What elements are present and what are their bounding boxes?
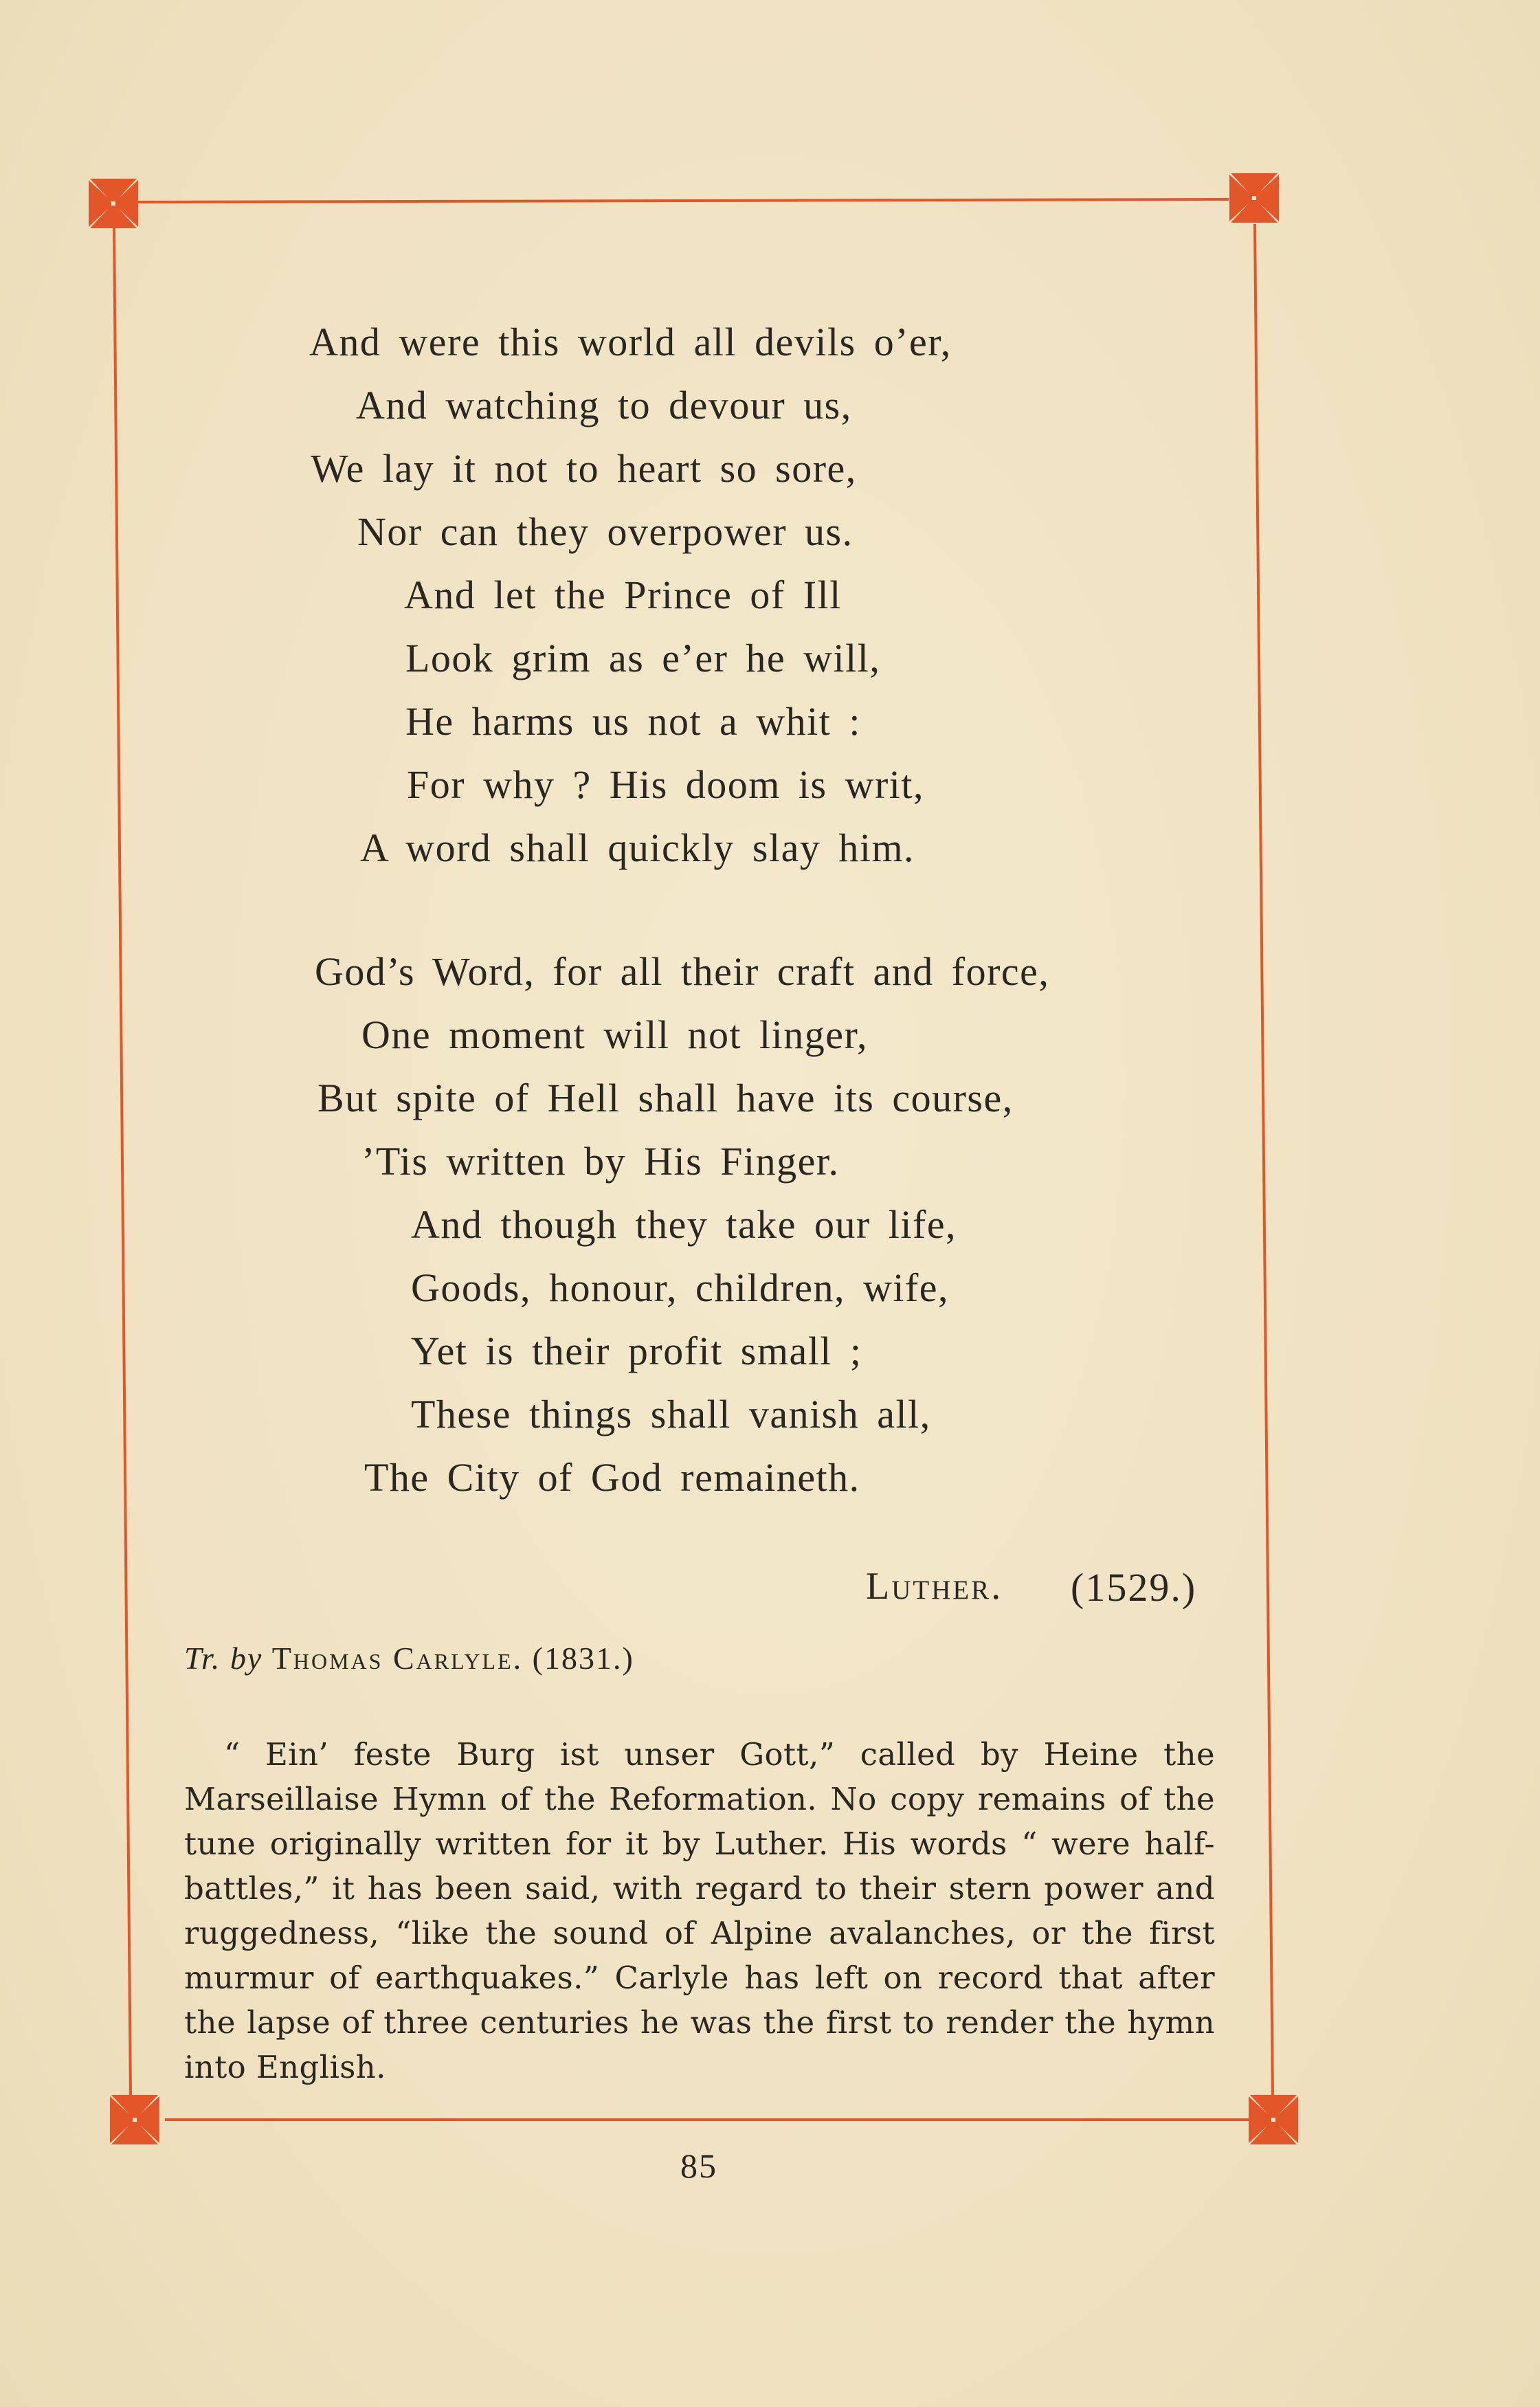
verse-line: The City of God remaineth. [364, 1455, 860, 1500]
verse-line: But spite of Hell shall have its course, [317, 1076, 1014, 1120]
translator-label: Tr. by [184, 1641, 263, 1676]
border-left-rule [114, 227, 131, 2098]
verse-line: Look grim as e’er he will, [405, 636, 881, 680]
verse-line: Nor can they overpower us. [357, 509, 853, 554]
translator-year: (1831.) [532, 1641, 634, 1676]
verse-line: These things shall vanish all, [411, 1392, 931, 1437]
footnote [184, 1732, 1215, 2089]
maltese-cross-icon [110, 2095, 159, 2144]
maltese-cross-icon [1229, 173, 1279, 223]
author-name: Luther. [866, 1565, 1003, 1608]
verse-line: Yet is their profit small ; [411, 1329, 862, 1373]
verse-line: ’Tis written by His Finger. [361, 1139, 840, 1184]
verse-line: God’s Word, for all their craft and force, [315, 949, 1050, 994]
border-right-rule [1255, 224, 1273, 2096]
maltese-cross-icon [89, 179, 138, 228]
verse-line: We lay it not to heart so sore, [311, 446, 857, 491]
border-top-rule [136, 199, 1229, 202]
verse-line: And let the Prince of Ill [404, 573, 842, 617]
verse-line: One moment will not linger, [361, 1012, 869, 1057]
author-year: (1529.) [1071, 1565, 1197, 1610]
verse-line: He harms us not a whit : [405, 699, 862, 744]
verse-line: And were this world all devils o’er, [309, 320, 952, 364]
footnote-text: “ Ein’ feste Burg ist unser Gott,” called by Heine the Marseillaise Hymn of the Reformation. No copy remains of the tune originally written for it by Luther. His words “ were half-battles,” it has been said, with regard to their stern power and ruggedness, “like the sound of Alpine avalanches, or the first murmur of earthquakes.” Carlyle has left on record that after the lapse of three centuries he was the first to render the hymn into English. [184, 1736, 1215, 2085]
verse-line: And though they take our life, [411, 1202, 957, 1247]
verse-line: A word shall quickly slay him. [360, 825, 915, 870]
translator-name: Thomas Carlyle. [271, 1641, 524, 1676]
page-number: 85 [680, 2147, 717, 2185]
verse-line: And watching to devour us, [356, 383, 852, 428]
maltese-cross-icon [1249, 2095, 1298, 2144]
verse-line: Goods, honour, children, wife, [411, 1265, 950, 1310]
verse-line: For why ? His doom is writ, [407, 762, 924, 807]
translator-credit [184, 1640, 634, 1676]
